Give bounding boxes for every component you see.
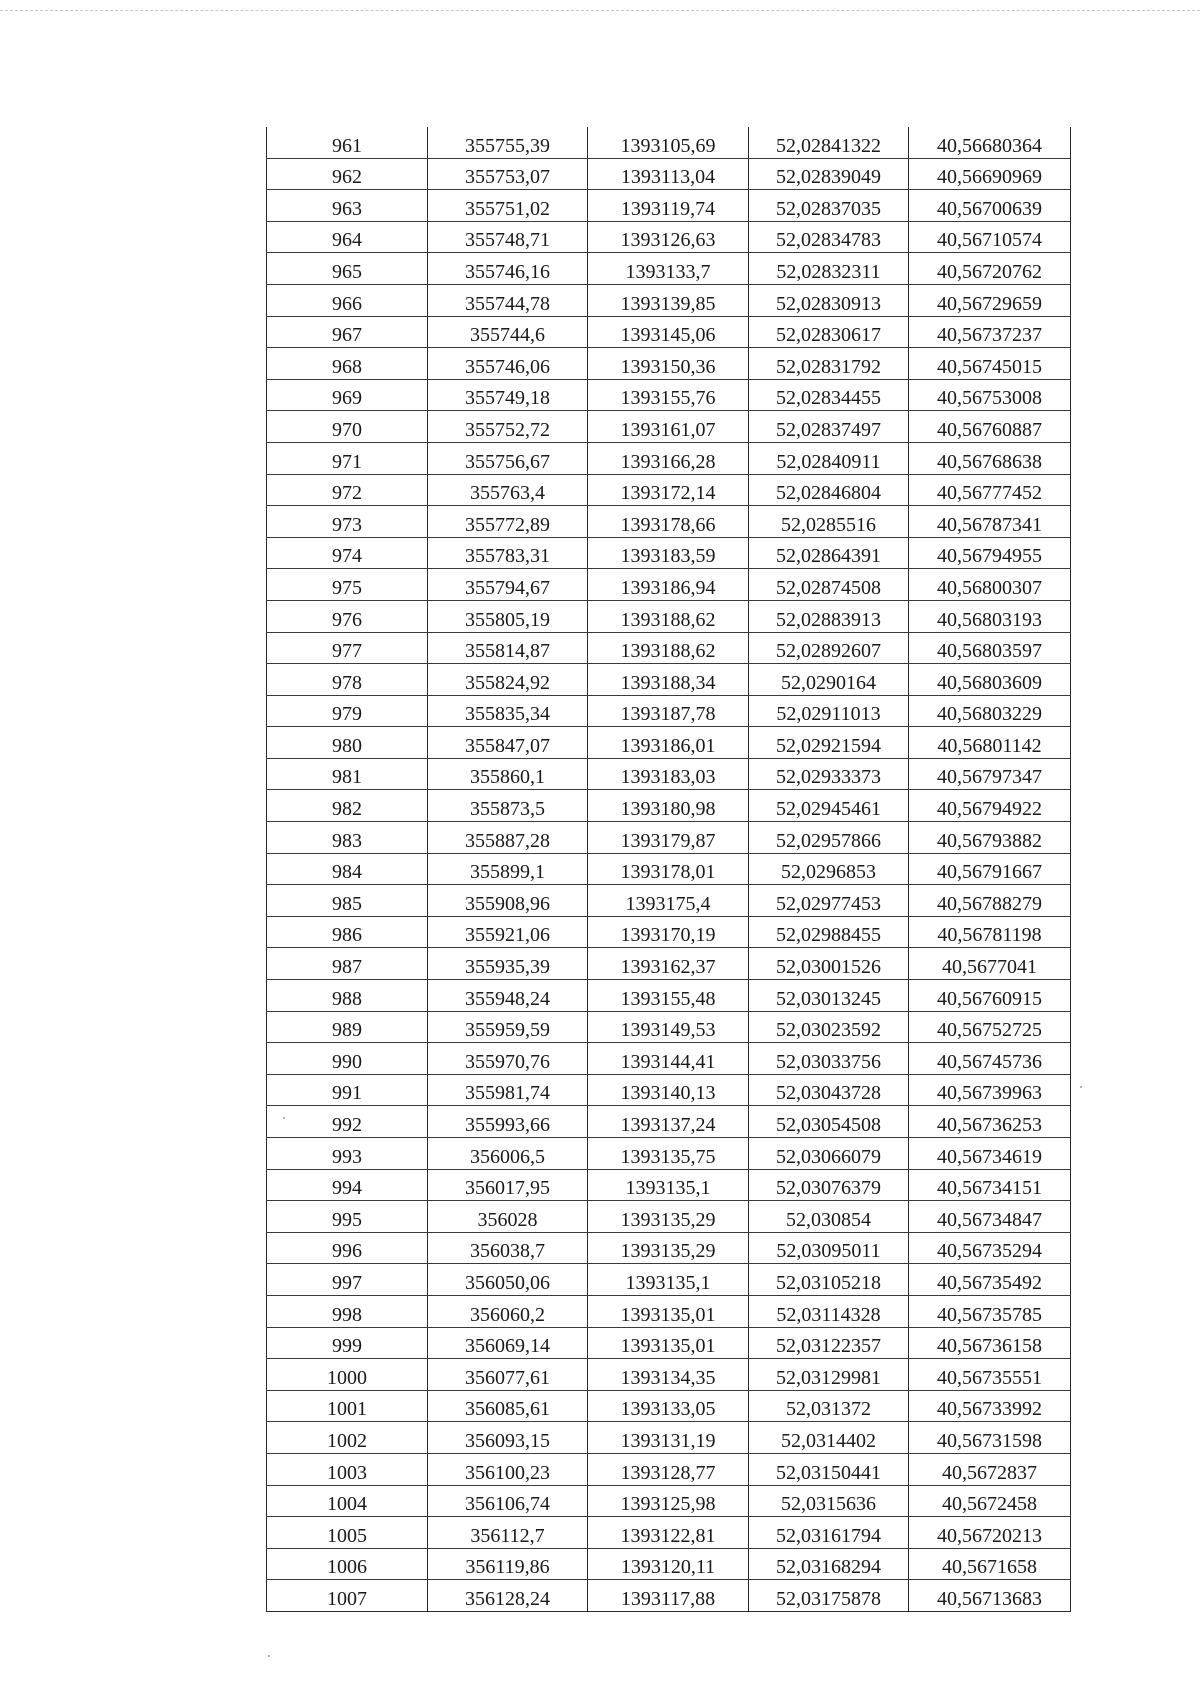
latitude-cell: 52,03129981 — [749, 1359, 909, 1391]
longitude-cell: 40,56739963 — [909, 1074, 1071, 1106]
x-coordinate-cell: 355948,24 — [428, 980, 588, 1012]
latitude-cell: 52,03001526 — [749, 948, 909, 980]
x-coordinate-cell: 356085,61 — [428, 1390, 588, 1422]
point-number-cell: 999 — [267, 1327, 428, 1359]
latitude-cell: 52,03168294 — [749, 1548, 909, 1580]
point-number-cell: 982 — [267, 790, 428, 822]
y-coordinate-cell: 1393135,1 — [588, 1169, 749, 1201]
longitude-cell: 40,56791667 — [909, 853, 1071, 885]
point-number-cell: 962 — [267, 158, 428, 190]
point-number-cell: 976 — [267, 600, 428, 632]
x-coordinate-cell: 355744,78 — [428, 284, 588, 316]
longitude-cell: 40,56735294 — [909, 1232, 1071, 1264]
y-coordinate-cell: 1393135,75 — [588, 1138, 749, 1170]
point-number-cell: 984 — [267, 853, 428, 885]
x-coordinate-cell: 355748,71 — [428, 221, 588, 253]
longitude-cell: 40,56768638 — [909, 442, 1071, 474]
y-coordinate-cell: 1393183,59 — [588, 537, 749, 569]
point-number-cell: 995 — [267, 1201, 428, 1233]
point-number-cell: 997 — [267, 1264, 428, 1296]
y-coordinate-cell: 1393145,06 — [588, 316, 749, 348]
table-row — [267, 1264, 1071, 1296]
table-row — [267, 1043, 1071, 1075]
x-coordinate-cell: 356106,74 — [428, 1485, 588, 1517]
point-number-cell: 1007 — [267, 1580, 428, 1612]
longitude-cell: 40,56734847 — [909, 1201, 1071, 1233]
x-coordinate-cell: 355921,06 — [428, 916, 588, 948]
longitude-cell: 40,56731598 — [909, 1422, 1071, 1454]
x-coordinate-cell: 355908,96 — [428, 885, 588, 917]
x-coordinate-cell: 355746,06 — [428, 348, 588, 380]
table-row — [267, 885, 1071, 917]
latitude-cell: 52,03161794 — [749, 1517, 909, 1549]
x-coordinate-cell: 356038,7 — [428, 1232, 588, 1264]
table-row — [267, 1232, 1071, 1264]
table-row — [267, 822, 1071, 854]
latitude-cell: 52,02832311 — [749, 253, 909, 285]
x-coordinate-cell: 356028 — [428, 1201, 588, 1233]
longitude-cell: 40,5672458 — [909, 1485, 1071, 1517]
table-row — [267, 442, 1071, 474]
table-row — [267, 474, 1071, 506]
x-coordinate-cell: 356060,2 — [428, 1295, 588, 1327]
latitude-cell: 52,02874508 — [749, 569, 909, 601]
y-coordinate-cell: 1393131,19 — [588, 1422, 749, 1454]
point-number-cell: 1001 — [267, 1390, 428, 1422]
table-row — [267, 1390, 1071, 1422]
x-coordinate-cell: 356128,24 — [428, 1580, 588, 1612]
x-coordinate-cell: 356119,86 — [428, 1548, 588, 1580]
longitude-cell: 40,56781198 — [909, 916, 1071, 948]
coordinates-table — [266, 127, 1071, 1612]
table-row — [267, 1548, 1071, 1580]
x-coordinate-cell: 355873,5 — [428, 790, 588, 822]
y-coordinate-cell: 1393178,66 — [588, 506, 749, 538]
x-coordinate-cell: 356017,95 — [428, 1169, 588, 1201]
latitude-cell: 52,02839049 — [749, 158, 909, 190]
point-number-cell: 971 — [267, 442, 428, 474]
y-coordinate-cell: 1393135,29 — [588, 1232, 749, 1264]
latitude-cell: 52,03043728 — [749, 1074, 909, 1106]
y-coordinate-cell: 1393188,62 — [588, 600, 749, 632]
y-coordinate-cell: 1393135,01 — [588, 1295, 749, 1327]
latitude-cell: 52,02830617 — [749, 316, 909, 348]
latitude-cell: 52,03066079 — [749, 1138, 909, 1170]
y-coordinate-cell: 1393179,87 — [588, 822, 749, 854]
x-coordinate-cell: 355746,16 — [428, 253, 588, 285]
longitude-cell: 40,56753008 — [909, 379, 1071, 411]
x-coordinate-cell: 355753,07 — [428, 158, 588, 190]
x-coordinate-cell: 355935,39 — [428, 948, 588, 980]
longitude-cell: 40,56800307 — [909, 569, 1071, 601]
table-row — [267, 948, 1071, 980]
table-row — [267, 569, 1071, 601]
latitude-cell: 52,02883913 — [749, 600, 909, 632]
x-coordinate-cell: 355772,89 — [428, 506, 588, 538]
scan-edge-line — [0, 10, 1200, 11]
x-coordinate-cell: 355814,87 — [428, 632, 588, 664]
point-number-cell: 996 — [267, 1232, 428, 1264]
latitude-cell: 52,03095011 — [749, 1232, 909, 1264]
coordinates-table-body — [267, 127, 1071, 1611]
longitude-cell: 40,56745015 — [909, 348, 1071, 380]
latitude-cell: 52,02977453 — [749, 885, 909, 917]
y-coordinate-cell: 1393166,28 — [588, 442, 749, 474]
x-coordinate-cell: 356093,15 — [428, 1422, 588, 1454]
x-coordinate-cell: 355763,4 — [428, 474, 588, 506]
x-coordinate-cell: 355899,1 — [428, 853, 588, 885]
scan-speck — [268, 1655, 270, 1657]
x-coordinate-cell: 355756,67 — [428, 442, 588, 474]
latitude-cell: 52,02911013 — [749, 695, 909, 727]
x-coordinate-cell: 356069,14 — [428, 1327, 588, 1359]
point-number-cell: 1003 — [267, 1453, 428, 1485]
y-coordinate-cell: 1393117,88 — [588, 1580, 749, 1612]
table-row — [267, 379, 1071, 411]
table-row — [267, 980, 1071, 1012]
latitude-cell: 52,03013245 — [749, 980, 909, 1012]
y-coordinate-cell: 1393135,1 — [588, 1264, 749, 1296]
point-number-cell: 963 — [267, 190, 428, 222]
longitude-cell: 40,56680364 — [909, 127, 1071, 158]
y-coordinate-cell: 1393178,01 — [588, 853, 749, 885]
longitude-cell: 40,56735492 — [909, 1264, 1071, 1296]
longitude-cell: 40,56736253 — [909, 1106, 1071, 1138]
y-coordinate-cell: 1393149,53 — [588, 1011, 749, 1043]
y-coordinate-cell: 1393161,07 — [588, 411, 749, 443]
latitude-cell: 52,02837035 — [749, 190, 909, 222]
table-row — [267, 284, 1071, 316]
x-coordinate-cell: 355752,72 — [428, 411, 588, 443]
table-row — [267, 1074, 1071, 1106]
table-row — [267, 727, 1071, 759]
latitude-cell: 52,03023592 — [749, 1011, 909, 1043]
point-number-cell: 1005 — [267, 1517, 428, 1549]
table-row — [267, 600, 1071, 632]
x-coordinate-cell: 355887,28 — [428, 822, 588, 854]
y-coordinate-cell: 1393180,98 — [588, 790, 749, 822]
point-number-cell: 1006 — [267, 1548, 428, 1580]
latitude-cell: 52,02834783 — [749, 221, 909, 253]
latitude-cell: 52,02840911 — [749, 442, 909, 474]
longitude-cell: 40,56690969 — [909, 158, 1071, 190]
longitude-cell: 40,56720762 — [909, 253, 1071, 285]
table-row — [267, 1485, 1071, 1517]
table-row — [267, 1453, 1071, 1485]
point-number-cell: 967 — [267, 316, 428, 348]
table-row — [267, 1138, 1071, 1170]
y-coordinate-cell: 1393186,94 — [588, 569, 749, 601]
latitude-cell: 52,02830913 — [749, 284, 909, 316]
table-row — [267, 1517, 1071, 1549]
latitude-cell: 52,02846804 — [749, 474, 909, 506]
point-number-cell: 980 — [267, 727, 428, 759]
longitude-cell: 40,56794955 — [909, 537, 1071, 569]
longitude-cell: 40,56803193 — [909, 600, 1071, 632]
point-number-cell: 990 — [267, 1043, 428, 1075]
latitude-cell: 52,03122357 — [749, 1327, 909, 1359]
longitude-cell: 40,56760887 — [909, 411, 1071, 443]
longitude-cell: 40,56777452 — [909, 474, 1071, 506]
point-number-cell: 966 — [267, 284, 428, 316]
y-coordinate-cell: 1393125,98 — [588, 1485, 749, 1517]
y-coordinate-cell: 1393188,34 — [588, 664, 749, 696]
point-number-cell: 989 — [267, 1011, 428, 1043]
x-coordinate-cell: 355970,76 — [428, 1043, 588, 1075]
table-row — [267, 316, 1071, 348]
longitude-cell: 40,56752725 — [909, 1011, 1071, 1043]
latitude-cell: 52,02892607 — [749, 632, 909, 664]
table-row — [267, 190, 1071, 222]
table-row — [267, 758, 1071, 790]
x-coordinate-cell: 355981,74 — [428, 1074, 588, 1106]
point-number-cell: 993 — [267, 1138, 428, 1170]
longitude-cell: 40,56713683 — [909, 1580, 1071, 1612]
table-row — [267, 1011, 1071, 1043]
x-coordinate-cell: 356112,7 — [428, 1517, 588, 1549]
y-coordinate-cell: 1393122,81 — [588, 1517, 749, 1549]
point-number-cell: 968 — [267, 348, 428, 380]
longitude-cell: 40,56745736 — [909, 1043, 1071, 1075]
y-coordinate-cell: 1393113,04 — [588, 158, 749, 190]
point-number-cell: 992 — [267, 1106, 428, 1138]
table-row — [267, 127, 1071, 158]
longitude-cell: 40,56793882 — [909, 822, 1071, 854]
point-number-cell: 985 — [267, 885, 428, 917]
x-coordinate-cell: 355847,07 — [428, 727, 588, 759]
x-coordinate-cell: 355751,02 — [428, 190, 588, 222]
y-coordinate-cell: 1393119,74 — [588, 190, 749, 222]
point-number-cell: 1002 — [267, 1422, 428, 1454]
latitude-cell: 52,03033756 — [749, 1043, 909, 1075]
longitude-cell: 40,56710574 — [909, 221, 1071, 253]
latitude-cell: 52,03105218 — [749, 1264, 909, 1296]
table-row — [267, 1106, 1071, 1138]
point-number-cell: 991 — [267, 1074, 428, 1106]
point-number-cell: 994 — [267, 1169, 428, 1201]
y-coordinate-cell: 1393126,63 — [588, 221, 749, 253]
y-coordinate-cell: 1393155,76 — [588, 379, 749, 411]
x-coordinate-cell: 355805,19 — [428, 600, 588, 632]
point-number-cell: 986 — [267, 916, 428, 948]
latitude-cell: 52,03054508 — [749, 1106, 909, 1138]
latitude-cell: 52,02921594 — [749, 727, 909, 759]
table-row — [267, 1169, 1071, 1201]
longitude-cell: 40,56734151 — [909, 1169, 1071, 1201]
y-coordinate-cell: 1393188,62 — [588, 632, 749, 664]
y-coordinate-cell: 1393140,13 — [588, 1074, 749, 1106]
table-row — [267, 411, 1071, 443]
longitude-cell: 40,56733992 — [909, 1390, 1071, 1422]
longitude-cell: 40,56794922 — [909, 790, 1071, 822]
point-number-cell: 975 — [267, 569, 428, 601]
point-number-cell: 1000 — [267, 1359, 428, 1391]
longitude-cell: 40,56734619 — [909, 1138, 1071, 1170]
y-coordinate-cell: 1393137,24 — [588, 1106, 749, 1138]
x-coordinate-cell: 355835,34 — [428, 695, 588, 727]
y-coordinate-cell: 1393183,03 — [588, 758, 749, 790]
longitude-cell: 40,5677041 — [909, 948, 1071, 980]
x-coordinate-cell: 356077,61 — [428, 1359, 588, 1391]
y-coordinate-cell: 1393150,36 — [588, 348, 749, 380]
longitude-cell: 40,56735551 — [909, 1359, 1071, 1391]
point-number-cell: 965 — [267, 253, 428, 285]
point-number-cell: 964 — [267, 221, 428, 253]
table-row — [267, 221, 1071, 253]
longitude-cell: 40,56736158 — [909, 1327, 1071, 1359]
latitude-cell: 52,02831792 — [749, 348, 909, 380]
x-coordinate-cell: 355959,59 — [428, 1011, 588, 1043]
y-coordinate-cell: 1393105,69 — [588, 127, 749, 158]
latitude-cell: 52,03150441 — [749, 1453, 909, 1485]
point-number-cell: 1004 — [267, 1485, 428, 1517]
point-number-cell: 978 — [267, 664, 428, 696]
latitude-cell: 52,02834455 — [749, 379, 909, 411]
latitude-cell: 52,030854 — [749, 1201, 909, 1233]
table-row — [267, 1580, 1071, 1612]
table-row — [267, 1295, 1071, 1327]
y-coordinate-cell: 1393134,35 — [588, 1359, 749, 1391]
point-number-cell: 988 — [267, 980, 428, 1012]
table-row — [267, 1359, 1071, 1391]
longitude-cell: 40,56735785 — [909, 1295, 1071, 1327]
longitude-cell: 40,56803597 — [909, 632, 1071, 664]
y-coordinate-cell: 1393128,77 — [588, 1453, 749, 1485]
point-number-cell: 970 — [267, 411, 428, 443]
table-row — [267, 537, 1071, 569]
x-coordinate-cell: 355860,1 — [428, 758, 588, 790]
y-coordinate-cell: 1393186,01 — [588, 727, 749, 759]
latitude-cell: 52,0285516 — [749, 506, 909, 538]
latitude-cell: 52,03076379 — [749, 1169, 909, 1201]
latitude-cell: 52,02988455 — [749, 916, 909, 948]
x-coordinate-cell: 355794,67 — [428, 569, 588, 601]
longitude-cell: 40,56737237 — [909, 316, 1071, 348]
table-row — [267, 348, 1071, 380]
longitude-cell: 40,56729659 — [909, 284, 1071, 316]
latitude-cell: 52,031372 — [749, 1390, 909, 1422]
point-number-cell: 973 — [267, 506, 428, 538]
longitude-cell: 40,56803609 — [909, 664, 1071, 696]
point-number-cell: 969 — [267, 379, 428, 411]
x-coordinate-cell: 355749,18 — [428, 379, 588, 411]
latitude-cell: 52,0290164 — [749, 664, 909, 696]
x-coordinate-cell: 355993,66 — [428, 1106, 588, 1138]
scan-speck — [1080, 1086, 1082, 1088]
point-number-cell: 972 — [267, 474, 428, 506]
latitude-cell: 52,02837497 — [749, 411, 909, 443]
y-coordinate-cell: 1393120,11 — [588, 1548, 749, 1580]
point-number-cell: 974 — [267, 537, 428, 569]
latitude-cell: 52,0314402 — [749, 1422, 909, 1454]
y-coordinate-cell: 1393155,48 — [588, 980, 749, 1012]
point-number-cell: 981 — [267, 758, 428, 790]
point-number-cell: 979 — [267, 695, 428, 727]
longitude-cell: 40,56797347 — [909, 758, 1071, 790]
y-coordinate-cell: 1393170,19 — [588, 916, 749, 948]
x-coordinate-cell: 356100,23 — [428, 1453, 588, 1485]
point-number-cell: 983 — [267, 822, 428, 854]
latitude-cell: 52,02841322 — [749, 127, 909, 158]
y-coordinate-cell: 1393162,37 — [588, 948, 749, 980]
x-coordinate-cell: 355783,31 — [428, 537, 588, 569]
table-row — [267, 1422, 1071, 1454]
point-number-cell: 987 — [267, 948, 428, 980]
longitude-cell: 40,5671658 — [909, 1548, 1071, 1580]
latitude-cell: 52,0315636 — [749, 1485, 909, 1517]
table-row — [267, 158, 1071, 190]
point-number-cell: 961 — [267, 127, 428, 158]
table-row — [267, 790, 1071, 822]
x-coordinate-cell: 355755,39 — [428, 127, 588, 158]
coordinates-table-container — [266, 127, 1071, 1612]
x-coordinate-cell: 356050,06 — [428, 1264, 588, 1296]
y-coordinate-cell: 1393135,29 — [588, 1201, 749, 1233]
table-row — [267, 506, 1071, 538]
longitude-cell: 40,56801142 — [909, 727, 1071, 759]
y-coordinate-cell: 1393175,4 — [588, 885, 749, 917]
point-number-cell: 977 — [267, 632, 428, 664]
x-coordinate-cell: 356006,5 — [428, 1138, 588, 1170]
table-row — [267, 1327, 1071, 1359]
table-row — [267, 253, 1071, 285]
longitude-cell: 40,56700639 — [909, 190, 1071, 222]
table-row — [267, 916, 1071, 948]
y-coordinate-cell: 1393133,7 — [588, 253, 749, 285]
latitude-cell: 52,02864391 — [749, 537, 909, 569]
longitude-cell: 40,56760915 — [909, 980, 1071, 1012]
x-coordinate-cell: 355744,6 — [428, 316, 588, 348]
latitude-cell: 52,02945461 — [749, 790, 909, 822]
latitude-cell: 52,02957866 — [749, 822, 909, 854]
y-coordinate-cell: 1393144,41 — [588, 1043, 749, 1075]
table-row — [267, 1201, 1071, 1233]
longitude-cell: 40,5672837 — [909, 1453, 1071, 1485]
table-row — [267, 632, 1071, 664]
y-coordinate-cell: 1393187,78 — [588, 695, 749, 727]
table-row — [267, 853, 1071, 885]
point-number-cell: 998 — [267, 1295, 428, 1327]
latitude-cell: 52,0296853 — [749, 853, 909, 885]
table-row — [267, 695, 1071, 727]
y-coordinate-cell: 1393133,05 — [588, 1390, 749, 1422]
longitude-cell: 40,56720213 — [909, 1517, 1071, 1549]
latitude-cell: 52,03175878 — [749, 1580, 909, 1612]
latitude-cell: 52,03114328 — [749, 1295, 909, 1327]
longitude-cell: 40,56787341 — [909, 506, 1071, 538]
latitude-cell: 52,02933373 — [749, 758, 909, 790]
longitude-cell: 40,56803229 — [909, 695, 1071, 727]
y-coordinate-cell: 1393139,85 — [588, 284, 749, 316]
longitude-cell: 40,56788279 — [909, 885, 1071, 917]
x-coordinate-cell: 355824,92 — [428, 664, 588, 696]
y-coordinate-cell: 1393172,14 — [588, 474, 749, 506]
table-row — [267, 664, 1071, 696]
y-coordinate-cell: 1393135,01 — [588, 1327, 749, 1359]
